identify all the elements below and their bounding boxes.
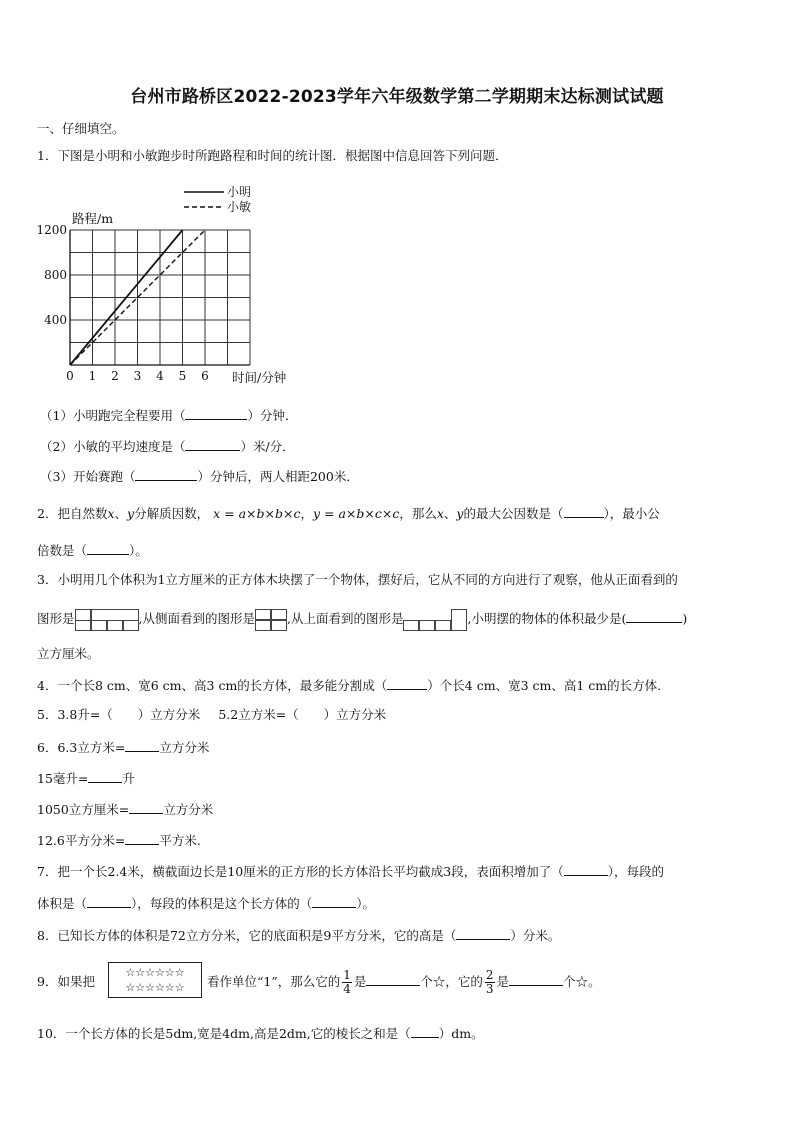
- question-3-line-1: 3．小明用几个体积为1立方厘米的正方体木块摆了一个物体，摆好后，它从不同的方向进行了观察，他从正面看到的: [37, 572, 678, 587]
- question-9-prefix: 9．如果把: [37, 974, 95, 989]
- page-title: 台州市路桥区2022-2023学年六年级数学第二学期期末达标测试试题: [130, 87, 664, 107]
- legend-label: 小敏: [227, 200, 252, 214]
- side-view-figure: [255, 609, 287, 631]
- question-1-part-2: （2）小敏的平均速度是（ ）米/分．: [40, 439, 295, 454]
- y-axis-label: 路程/m: [72, 211, 114, 226]
- question-3-line-2: 图形是 ,从侧面看到的图形是 ,从上面看到的图形是 ,小明摆的物体的体积最少是( ): [37, 608, 687, 631]
- question-3-line-3: 立方厘米。: [37, 646, 100, 661]
- chart-grid: [70, 230, 250, 365]
- answer-blank[interactable]: [509, 973, 563, 986]
- answer-blank[interactable]: [88, 770, 122, 783]
- question-7-line-2: 体积是（ ），每段的体积是这个长方体的（ ）。: [37, 896, 376, 911]
- question-6-a: 6．6.3立方米= 立方分米: [37, 740, 210, 755]
- answer-blank[interactable]: [626, 610, 682, 623]
- question-6-d: 12.6平方分米= 平方米.: [37, 833, 201, 848]
- answer-blank[interactable]: [129, 801, 163, 814]
- formula-y: y = a×b×c×c: [312, 506, 400, 521]
- answer-blank[interactable]: [312, 895, 356, 908]
- x-axis-label: 时间/分钟: [232, 370, 287, 385]
- stars-box: [108, 962, 202, 998]
- legend-label: 小明: [227, 185, 252, 199]
- x-tick-label: 4: [156, 369, 164, 383]
- x-tick-label: 6: [201, 369, 209, 383]
- answer-blank[interactable]: [411, 1025, 439, 1038]
- x-tick-label: 1: [88, 369, 97, 383]
- question-5: 5．3.8升=（ ）立方分米 5.2立方米=（ ）立方分米: [37, 707, 387, 722]
- y-tick-label: 1200: [36, 223, 67, 237]
- stars-row: ☆☆☆☆☆☆: [125, 966, 185, 979]
- answer-blank[interactable]: [387, 677, 427, 690]
- question-7-line-1: 7．把一个长2.4米，横截面边长是10厘米的正方形的长方体沿长平均截成3段，表面积增加了（ ），每段的: [37, 864, 664, 879]
- stars-row: ☆☆☆☆☆☆: [125, 981, 185, 994]
- distance-time-chart: [34, 180, 324, 390]
- formula-x: x = a×b×b×c: [213, 506, 301, 521]
- question-2-line-1: 2．把自然数x、y分解质因数， x = a×b×b×c，y = a×b×c×c，那么x、y的最大公因数是（ ），最小公: [37, 506, 660, 521]
- question-2-line-2: 倍数是（ ）。: [37, 543, 148, 558]
- y-tick-label: 800: [44, 268, 67, 282]
- question-8: 8．已知长方体的体积是72立方分米，它的底面积是9平方分米，它的高是（ ）分米。: [37, 928, 561, 943]
- question-1-part-3: （3）开始赛跑（ ）分钟后，两人相距200米．: [40, 469, 359, 484]
- answer-blank[interactable]: [125, 739, 159, 752]
- chart-legend: [184, 185, 251, 214]
- x-tick-label: 0: [66, 369, 74, 383]
- answer-blank[interactable]: [87, 895, 131, 908]
- answer-blank[interactable]: [564, 863, 608, 876]
- question-10: 10．一个长方体的长是5dm,宽是4dm,高是2dm,它的棱长之和是（ ）dm。: [37, 1026, 484, 1041]
- question-9-rest: 看作单位“1”，那么它的 $\frac{1}{4}$ 是 个☆，它的 $\frac{2}{3}$ 是 个☆。: [207, 968, 601, 996]
- question-6-c: 1050立方厘米= 立方分米: [37, 802, 214, 817]
- answer-blank[interactable]: [135, 468, 197, 481]
- section-heading: 一、仔细填空。: [37, 121, 125, 136]
- fraction-two-thirds: $\frac{2}{3}$: [485, 968, 494, 996]
- x-tick-label: 2: [111, 369, 119, 383]
- x-tick-label: 5: [178, 369, 187, 383]
- answer-blank[interactable]: [366, 973, 420, 986]
- answer-blank[interactable]: [185, 438, 240, 451]
- top-view-figure: [403, 609, 467, 631]
- question-4: 4．一个长8 cm、宽6 cm、高3 cm的长方体，最多能分割成（ ）个长4 cm、宽3 cm、高1 cm的长方体.: [37, 678, 662, 693]
- fraction-one-quarter: $\frac{1}{4}$: [343, 968, 351, 996]
- question-6-b: 15毫升= 升: [37, 771, 135, 786]
- answer-blank[interactable]: [87, 542, 129, 555]
- answer-blank[interactable]: [564, 505, 604, 518]
- answer-blank[interactable]: [185, 407, 247, 420]
- question-1-text: 1．下图是小明和小敏跑步时所跑路程和时间的统计图．根据图中信息回答下列问题．: [37, 148, 508, 163]
- answer-blank[interactable]: [125, 832, 159, 845]
- x-tick-label: 3: [133, 369, 142, 383]
- question-1-part-1: （1）小明跑完全程要用（ ）分钟．: [40, 408, 298, 423]
- front-view-figure: [75, 609, 139, 631]
- answer-blank[interactable]: [456, 927, 510, 940]
- y-tick-label: 400: [44, 313, 67, 327]
